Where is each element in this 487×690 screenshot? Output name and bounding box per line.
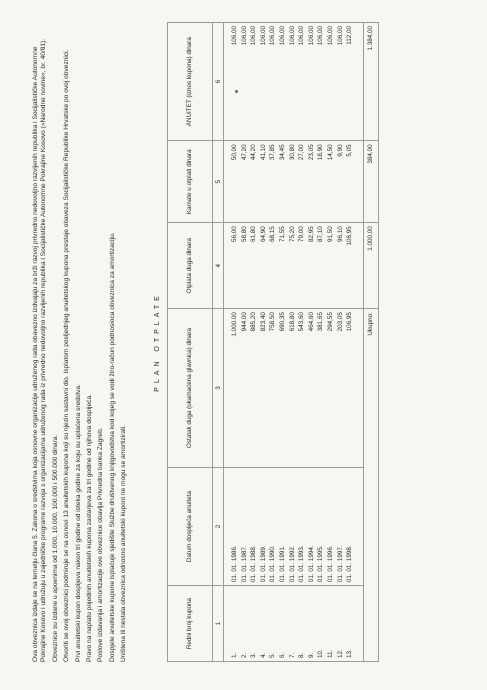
table-cell: 44,20 xyxy=(249,141,259,223)
table-cell: 106,95 xyxy=(345,223,363,309)
table-cell: 106,95 xyxy=(345,309,363,468)
paragraph: Dospjele anuitetske kupone isplaćuje sjedište Službe društvenog knjigovodstva kod kojeg se vodi žiro-račun podnosioca obveznica za amortizaciju. xyxy=(108,232,116,662)
header-cell: Otplata duga dinara xyxy=(168,223,213,309)
table-cell: 11. xyxy=(326,586,336,662)
table-row xyxy=(336,23,346,662)
table-cell: 8. xyxy=(297,586,307,662)
table-cell: 885,20 xyxy=(249,309,259,468)
table-row xyxy=(268,23,278,662)
table-cell: 1. xyxy=(224,586,240,662)
paragraph: Prvi anuitetski kupon dospijeva nakon tri godine od isteka godine za koju su uplaćena sredstva. xyxy=(74,384,82,662)
table-cell: 106,00 xyxy=(278,23,288,141)
table-row xyxy=(297,23,307,662)
table-cell: 01. 01. 1994. xyxy=(307,467,317,585)
repayment-table xyxy=(167,22,379,662)
table-cell: 5,05 xyxy=(345,141,363,223)
column-number: 3 xyxy=(213,309,224,468)
table-cell: 27,00 xyxy=(297,141,307,223)
table-body xyxy=(224,23,364,662)
table-cell: 13. xyxy=(345,586,363,662)
table-cell: 58,80 xyxy=(240,223,250,309)
header-cell: Redni broj kupona xyxy=(168,586,213,662)
table-cell: 47,20 xyxy=(240,141,250,223)
table-cell: 01. 01. 1990. xyxy=(268,467,278,585)
table-cell: 01. 01. 1995. xyxy=(316,467,326,585)
table-row xyxy=(288,23,298,662)
column-number: 2 xyxy=(213,467,224,585)
table-cell: 96,10 xyxy=(336,223,346,309)
table-cell: 14,50 xyxy=(326,141,336,223)
table-cell: 381,65 xyxy=(316,309,326,468)
table-cell: 64,90 xyxy=(259,223,269,309)
table-cell: 41,10 xyxy=(259,141,269,223)
table-cell: 34,45 xyxy=(278,141,288,223)
table-cell: 30,80 xyxy=(288,141,298,223)
table-row xyxy=(259,23,269,662)
column-number: 6 xyxy=(213,23,224,141)
table-row xyxy=(316,23,326,662)
table-cell: 106,00 xyxy=(288,23,298,141)
paragraph: Pravo na naplatu pojedinih anuitetskih kupona zastarjeva za tri godine od njihova dospijeća. xyxy=(86,394,94,662)
table-cell: 50,00 xyxy=(224,141,240,223)
paragraph: Obveznice su izdane u apoenima od 1.000, 10.000, 100.000 i 500.000 dinara. xyxy=(51,434,59,662)
table-cell: 01. 01. 1991. xyxy=(278,467,288,585)
table-cell: 9. xyxy=(307,586,317,662)
table-cell: 2. xyxy=(240,586,250,662)
table-cell: 61,80 xyxy=(249,223,259,309)
intro-text xyxy=(32,22,129,662)
table-cell: 112,00 xyxy=(345,23,363,141)
table-cell: 01. 01. 1992. xyxy=(288,467,298,585)
header-cell: Ostatak duga (ukamaćena glavnica) dinara xyxy=(168,309,213,468)
column-number: 4 xyxy=(213,223,224,309)
table-cell: 4. xyxy=(259,586,269,662)
table-cell: 106,00 xyxy=(259,23,269,141)
table-cell: 01. 01. 1998. xyxy=(345,467,363,585)
table-cell: 9,90 xyxy=(336,141,346,223)
table-cell: 106,00 xyxy=(249,23,259,141)
table-cell: 79,00 xyxy=(297,223,307,309)
paragraph: Ova obveznica izdaje se na temelju člana 5. Zakona o sredstvima koja osnovne organizacije udruženog rada obavezno izdvajaju za brži razvoj privredno nedovoljno razvijenih republika i Socijalističke Autonomne Pokrajine Kosovo i udružuju u zajedničke programe razvoja s organizacijama udruženog rada iz privredno nedovoljno razvijenih republika i Socijalističke Autonomne Pokrajine Kosovo (»Narodne novine«, br. 40/81). xyxy=(32,38,48,662)
paragraph: Poslove izdavanja i amortizacije ove obveznice obavlja Privredna banka Zagreb. xyxy=(97,427,105,662)
table-row xyxy=(240,23,250,662)
table-cell: 82,95 xyxy=(307,223,317,309)
table-cell: 106,00 xyxy=(307,23,317,141)
table-cell: 1.000,00 xyxy=(224,309,240,468)
table-cell: 464,60 xyxy=(307,309,317,468)
table-cell: 18,90 xyxy=(316,141,326,223)
table-cell: 203,05 xyxy=(336,309,346,468)
table-row xyxy=(278,23,288,662)
table-cell: 294,55 xyxy=(326,309,336,468)
header-cell: Kamate u otplati dinara xyxy=(168,141,213,223)
table-cell: 56,00 xyxy=(224,223,240,309)
header-row xyxy=(168,23,213,662)
table-row xyxy=(307,23,317,662)
table-cell: 37,85 xyxy=(268,141,278,223)
table-cell: 6. xyxy=(278,586,288,662)
paragraph: Uništena ili nestala obveznica odnosno anuitetski kuponi ne mogu se amortizirati. xyxy=(120,424,128,662)
table-cell: 106,00 xyxy=(297,23,307,141)
table-row xyxy=(326,23,336,662)
total-anuitet: 1.384,00 xyxy=(363,23,378,141)
table-cell: 106,00 xyxy=(240,23,250,141)
punch-hole xyxy=(235,90,238,93)
table-cell: 87,10 xyxy=(316,223,326,309)
column-number-row xyxy=(213,23,224,662)
table-cell: 543,60 xyxy=(297,309,307,468)
table-cell: 690,35 xyxy=(278,309,288,468)
header-cell: Datum dospijeća anuiteta xyxy=(168,467,213,585)
column-number: 1 xyxy=(213,586,224,662)
column-number: 5 xyxy=(213,141,224,223)
table-cell: 01. 01. 1986. xyxy=(224,467,240,585)
table-cell: 106,00 xyxy=(268,23,278,141)
total-label: Ukupno: xyxy=(363,309,378,662)
total-otplata: 1.000,00 xyxy=(363,223,378,309)
paragraph: Otvoriti se ovoj obveznici podmiruje se na osnovi 13 anuitetskih kupona koji su njezin sastavni dio. Isplatom posljednjeg anuitetskog kupona prestaje obaveza Socijalističke Republike Hrvatske po ovoj obveznici. xyxy=(63,49,71,662)
rotated-content xyxy=(32,22,472,662)
table-cell: 01. 01. 1987. xyxy=(240,467,250,585)
table-cell: 75,20 xyxy=(288,223,298,309)
table-cell: 91,50 xyxy=(326,223,336,309)
table-cell: 01. 01. 1997. xyxy=(336,467,346,585)
table-cell: 618,80 xyxy=(288,309,298,468)
table-row xyxy=(224,23,240,662)
plan-title: PLAN OTPLATE xyxy=(154,292,161,392)
table-cell: 01. 01. 1989. xyxy=(259,467,269,585)
table-cell: 106,00 xyxy=(316,23,326,141)
table-cell: 71,55 xyxy=(278,223,288,309)
table-cell: 01. 01. 1988. xyxy=(249,467,259,585)
table-row xyxy=(249,23,259,662)
header-cell: ANUITET (iznos kupona) dinara xyxy=(168,23,213,141)
table-cell: 01. 01. 1996. xyxy=(326,467,336,585)
table-cell: 12. xyxy=(336,586,346,662)
table-cell: 5. xyxy=(268,586,278,662)
table-cell: 944,00 xyxy=(240,309,250,468)
table-cell: 823,40 xyxy=(259,309,269,468)
table-cell: 3. xyxy=(249,586,259,662)
table-cell: 7. xyxy=(288,586,298,662)
table-cell: 01. 01. 1993. xyxy=(297,467,307,585)
table-cell: 106,00 xyxy=(224,23,240,141)
repayment-plan xyxy=(154,22,379,662)
table-cell: 106,00 xyxy=(336,23,346,141)
total-row xyxy=(363,23,378,662)
table-cell: 106,00 xyxy=(326,23,336,141)
table-cell: 68,15 xyxy=(268,223,278,309)
total-kamate: 384,00 xyxy=(363,141,378,223)
table-cell: 23,05 xyxy=(307,141,317,223)
table-row xyxy=(345,23,363,662)
table-cell: 10. xyxy=(316,586,326,662)
table-cell: 758,50 xyxy=(268,309,278,468)
